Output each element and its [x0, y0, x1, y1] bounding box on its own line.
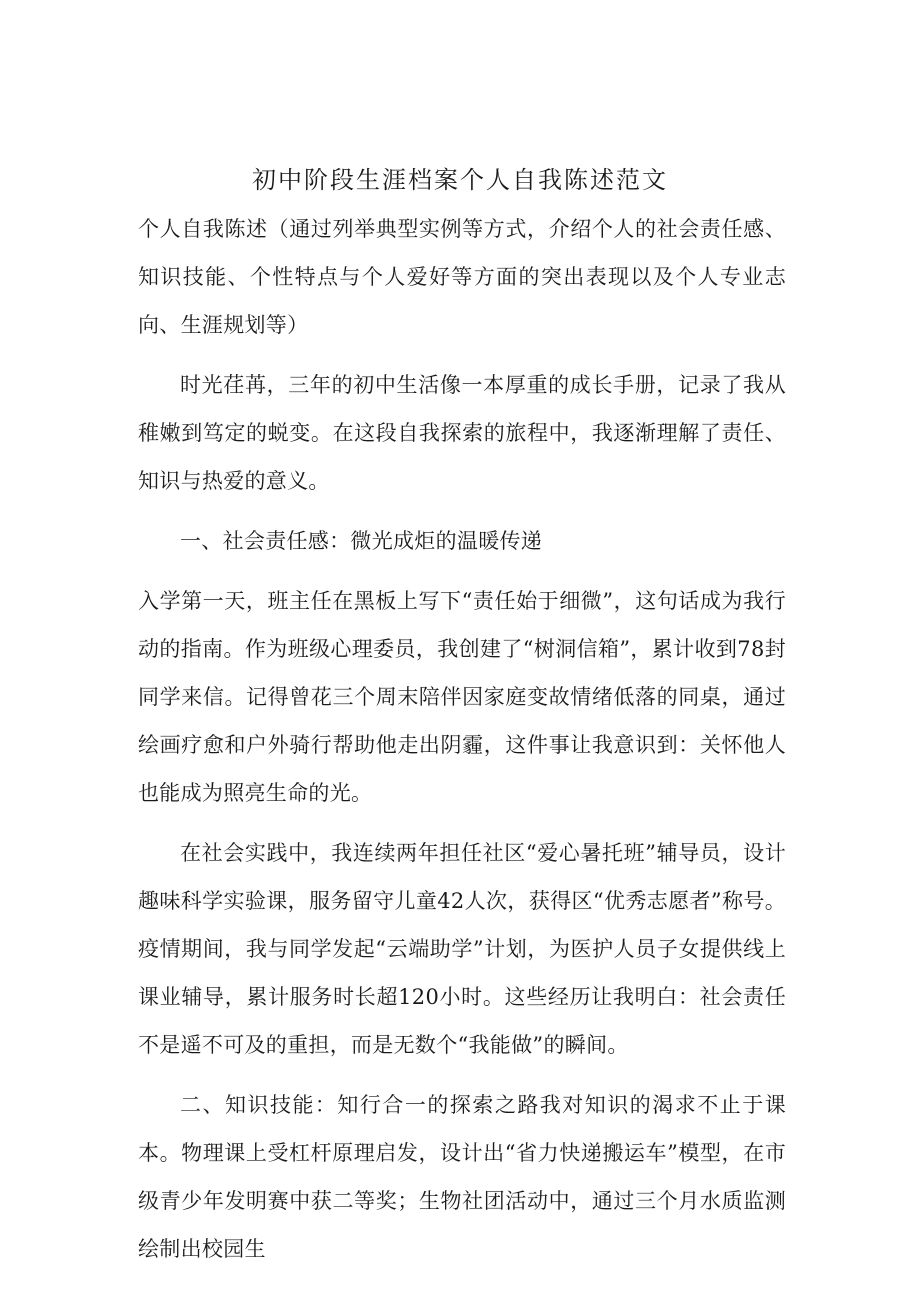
body-paragraph: 在社会实践中，我连续两年担任社区“爱心暑托班”辅导员，设计趣味科学实验课，服务留守儿童42人次，获得区“优秀志愿者”称号。疫情期间，我与同学发起“云端助学”计划，为医护人员子女提供线上课业辅导，累计服务时长超120小时。这些经历让我明白：社会责任不是遥不可及的重担，而是无数个“我能做”的瞬间。	[138, 841, 786, 1057]
intro-paragraph: 个人自我陈述（通过列举典型实例等方式，介绍个人的社会责任感、知识技能、个性特点与个人爱好等方面的突出表现以及个人专业志向、生涯规划等）	[138, 217, 786, 337]
section-heading-knowledge-skills: 二、知识技能：知行合一的探索之路我对知识的渴求不止于课本。物理课上受杠杆原理启发，设计出“省力快递搬运车”模型，在市级青少年发明赛中获二等奖；生物社团活动中，通过三个月水质监测绘制出校园生	[138, 1093, 786, 1261]
opening-paragraph: 时光荏苒，三年的初中生活像一本厚重的成长手册，记录了我从稚嫩到笃定的蜕变。在这段自我探索的旅程中，我逐渐理解了责任、知识与热爱的意义。	[138, 373, 786, 493]
document-body	[138, 205, 786, 1285]
document-title: 初中阶段生涯档案个人自我陈述范文	[252, 166, 668, 194]
section-heading-social-responsibility: 一、社会责任感：微光成炬的温暖传递	[180, 529, 543, 553]
body-paragraph: 入学第一天，班主任在黑板上写下“责任始于细微”，这句话成为我行动的指南。作为班级心理委员，我创建了“树洞信箱”，累计收到78封同学来信。记得曾花三个周末陪伴因家庭变故情绪低落的同桌，通过绘画疗愈和户外骑行帮助他走出阴霾，这件事让我意识到：关怀他人也能成为照亮生命的光。	[138, 589, 786, 805]
